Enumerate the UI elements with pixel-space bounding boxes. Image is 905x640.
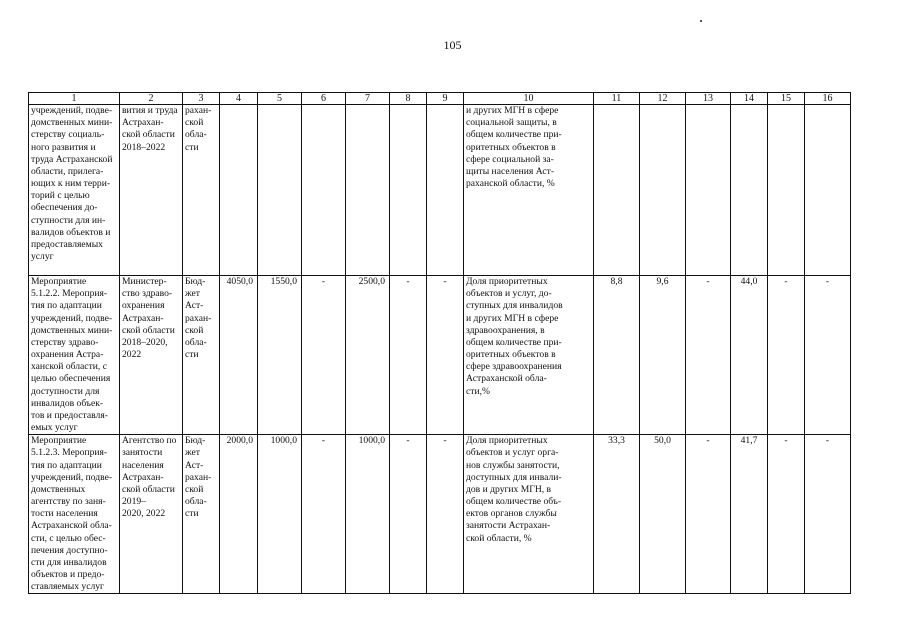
indicator-name: и других МГН в сфере социальной защиты, в общем количестве при- оритетных объектов в сфере социальной за- щиты населения Аст- раханской области, %	[464, 105, 594, 276]
indicator-col16	[805, 105, 851, 276]
table-row	[29, 105, 851, 276]
amount-col7: 2500,0	[346, 276, 390, 435]
amount-total: 2000,0	[220, 435, 258, 594]
table-row	[29, 276, 851, 435]
indicator-col15: -	[768, 435, 805, 594]
table-row	[29, 435, 851, 594]
amount-col5: 1000,0	[258, 435, 302, 594]
amount-col5	[258, 105, 302, 276]
col-number: 4	[220, 93, 258, 105]
amount-col8	[390, 105, 427, 276]
col-number: 6	[302, 93, 346, 105]
amount-total	[220, 105, 258, 276]
col-number: 7	[346, 93, 390, 105]
measure-name: Мероприятие 5.1.2.3. Мероприя- тия по адаптации учреждений, подве- домственных агентству по заня- тости населения Астраханской обла- сти, с целью обес- печения доступно- сти для инвалидов объектов и предо- ставляемых услуг	[29, 435, 120, 594]
page-number: 105	[443, 38, 462, 52]
col-number: 2	[120, 93, 183, 105]
measure-name: учреждений, подве- домственных мини- стерству социаль- ного развития и труда Астраханской области, прилега- ющих к ним терри- торий с целью обеспечения до- ступности для ин- валидов объектов и предоставляемых услуг	[29, 105, 120, 276]
indicator-col12	[640, 105, 686, 276]
indicator-name: Доля приоритетных объектов и услуг орга- нов службы занятости, доступных для инвали- дов и других МГН, в общем количестве объ- ектов органов службы занятости Астрахан- ской области, %	[464, 435, 594, 594]
executor-period: Министер- ство здраво- охранения Астрахан- ской области 2018–2020, 2022	[120, 276, 183, 435]
col-number: 13	[686, 93, 731, 105]
indicator-col16: -	[805, 435, 851, 594]
col-number: 15	[768, 93, 805, 105]
amount-col6: -	[302, 276, 346, 435]
indicator-col13	[686, 105, 731, 276]
col-number: 14	[731, 93, 768, 105]
measure-name: Мероприятие 5.1.2.2. Мероприя- тия по адаптации учреждений, подве- домственных мини- стерству здраво- охранения Астра- ханской области, с целью обеспечения доступности для инвалидов объек- тов и предоставля- емых услуг	[29, 276, 120, 435]
col-number: 10	[464, 93, 594, 105]
indicator-col14: 44,0	[731, 276, 768, 435]
indicator-col15: -	[768, 276, 805, 435]
col-number: 8	[390, 93, 427, 105]
amount-col7: 1000,0	[346, 435, 390, 594]
indicator-col12: 9,6	[640, 276, 686, 435]
amount-col9	[427, 105, 464, 276]
indicator-col11	[594, 105, 640, 276]
indicator-name: Доля приоритетных объектов и услуг, до- ступных для инвалидов и других МГН в сфере здравоохранения, в общем количестве при- оритетных объектов в сфере здравоохранения Астраханской обла- сти,%	[464, 276, 594, 435]
col-number: 5	[258, 93, 302, 105]
amount-col6	[302, 105, 346, 276]
amount-col8: -	[390, 276, 427, 435]
column-number-row	[29, 93, 851, 105]
scan-speck	[700, 20, 702, 22]
indicator-col11: 33,3	[594, 435, 640, 594]
indicator-col11: 8,8	[594, 276, 640, 435]
executor-period: вития и труда Астрахан- ской области 2018–2022	[120, 105, 183, 276]
indicator-col15	[768, 105, 805, 276]
indicator-col12: 50,0	[640, 435, 686, 594]
indicator-col14: 41,7	[731, 435, 768, 594]
funding-source: рахан- ской обла- сти	[183, 105, 220, 276]
col-number: 12	[640, 93, 686, 105]
col-number: 3	[183, 93, 220, 105]
amount-col9: -	[427, 276, 464, 435]
col-number: 1	[29, 93, 120, 105]
executor-period: Агентство по занятости населения Астрахан- ской области 2019– 2020, 2022	[120, 435, 183, 594]
amount-col8: -	[390, 435, 427, 594]
amount-col9: -	[427, 435, 464, 594]
program-measures-table	[28, 92, 851, 594]
col-number: 16	[805, 93, 851, 105]
funding-source: Бюд- жет Аст- рахан- ской обла- сти	[183, 435, 220, 594]
indicator-col13: -	[686, 276, 731, 435]
indicator-col14	[731, 105, 768, 276]
amount-col5: 1550,0	[258, 276, 302, 435]
col-number: 9	[427, 93, 464, 105]
funding-source: Бюд- жет Аст- рахан- ской обла- сти	[183, 276, 220, 435]
indicator-col13: -	[686, 435, 731, 594]
amount-col6: -	[302, 435, 346, 594]
amount-col7	[346, 105, 390, 276]
amount-total: 4050,0	[220, 276, 258, 435]
indicator-col16: -	[805, 276, 851, 435]
col-number: 11	[594, 93, 640, 105]
